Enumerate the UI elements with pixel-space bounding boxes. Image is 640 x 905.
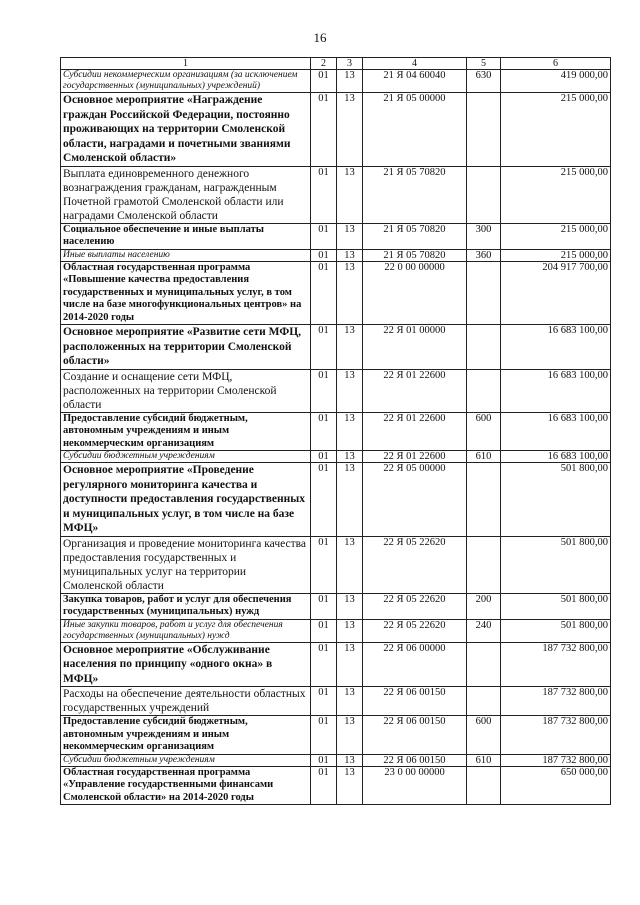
row-subsection-cell: 13 — [337, 70, 363, 93]
table-row — [61, 412, 611, 451]
row-expense-type-cell — [467, 687, 501, 716]
table-row — [61, 619, 611, 642]
header-cell-expense-type: 5 — [467, 58, 501, 70]
row-expense-type-cell: 200 — [467, 593, 501, 619]
row-subsection-cell: 13 — [337, 619, 363, 642]
table-row — [61, 766, 611, 805]
header-cell-name: 1 — [61, 58, 311, 70]
row-subsection-cell: 13 — [337, 249, 363, 261]
table-row — [61, 754, 611, 766]
row-target-code-cell: 22 Я 01 00000 — [363, 325, 467, 370]
row-expense-type-cell — [467, 261, 501, 325]
row-amount-cell: 215 000,00 — [501, 166, 611, 223]
row-target-code-cell: 22 Я 01 22600 — [363, 412, 467, 451]
table-row — [61, 223, 611, 249]
row-amount-cell: 187 732 800,00 — [501, 642, 611, 687]
row-name-cell: Предоставление субсидий бюджетным, автономным учреждениям и иным некоммерческим организациям — [61, 716, 311, 755]
row-amount-cell: 187 732 800,00 — [501, 716, 611, 755]
row-subsection-cell: 13 — [337, 166, 363, 223]
row-subsection-cell: 13 — [337, 463, 363, 537]
row-subsection-cell: 13 — [337, 593, 363, 619]
row-amount-cell: 16 683 100,00 — [501, 369, 611, 412]
row-amount-cell: 204 917 700,00 — [501, 261, 611, 325]
row-name-cell: Расходы на обеспечение деятельности областных государственных учреждений — [61, 687, 311, 716]
row-name-cell: Областная государственная программа «Повышение качества предоставления государственных и муниципальных услуг, в том числе на базе многофункциональных центров» на 2014-2020 годы — [61, 261, 311, 325]
row-section-cell: 01 — [311, 766, 337, 805]
row-name-cell: Субсидии бюджетным учреждениям — [61, 754, 311, 766]
row-section-cell: 01 — [311, 642, 337, 687]
row-section-cell: 01 — [311, 249, 337, 261]
row-subsection-cell: 13 — [337, 754, 363, 766]
table-row — [61, 93, 611, 167]
row-name-cell: Закупка товаров, работ и услуг для обеспечения государственных (муниципальных) нужд — [61, 593, 311, 619]
row-expense-type-cell: 240 — [467, 619, 501, 642]
row-target-code-cell: 22 Я 05 22620 — [363, 619, 467, 642]
row-target-code-cell: 21 Я 05 70820 — [363, 166, 467, 223]
row-target-code-cell: 21 Я 05 00000 — [363, 93, 467, 167]
row-name-cell: Основное мероприятие «Развитие сети МФЦ, расположенных на территории Смоленской области» — [61, 325, 311, 370]
row-expense-type-cell — [467, 463, 501, 537]
table-row — [61, 463, 611, 537]
row-amount-cell: 16 683 100,00 — [501, 325, 611, 370]
row-amount-cell: 501 800,00 — [501, 593, 611, 619]
row-subsection-cell: 13 — [337, 369, 363, 412]
table-row — [61, 325, 611, 370]
row-section-cell: 01 — [311, 70, 337, 93]
row-expense-type-cell: 300 — [467, 223, 501, 249]
row-amount-cell: 187 732 800,00 — [501, 754, 611, 766]
row-name-cell: Иные выплаты населению — [61, 249, 311, 261]
row-name-cell: Иные закупки товаров, работ и услуг для обеспечения государственных (муниципальных) нужд — [61, 619, 311, 642]
row-expense-type-cell — [467, 166, 501, 223]
row-expense-type-cell: 610 — [467, 451, 501, 463]
table-row — [61, 70, 611, 93]
header-cell-amount: 6 — [501, 58, 611, 70]
row-target-code-cell: 22 Я 06 00150 — [363, 754, 467, 766]
header-cell-subsection: 3 — [337, 58, 363, 70]
row-section-cell: 01 — [311, 619, 337, 642]
row-name-cell: Организация и проведение мониторинга качества предоставления государственных и муниципальных услуг на территории Смоленской области — [61, 536, 311, 593]
row-section-cell: 01 — [311, 166, 337, 223]
row-subsection-cell: 13 — [337, 93, 363, 167]
row-target-code-cell: 22 Я 06 00150 — [363, 687, 467, 716]
row-subsection-cell: 13 — [337, 325, 363, 370]
table-row — [61, 369, 611, 412]
row-expense-type-cell — [467, 536, 501, 593]
row-name-cell: Основное мероприятие «Награждение граждан Российской Федерации, постоянно проживающих на территории Смоленской области, наградами и почетными званиями Смоленской области» — [61, 93, 311, 167]
row-expense-type-cell: 610 — [467, 754, 501, 766]
row-subsection-cell: 13 — [337, 223, 363, 249]
budget-table — [60, 57, 611, 805]
row-amount-cell: 501 800,00 — [501, 536, 611, 593]
row-target-code-cell: 22 Я 05 22620 — [363, 593, 467, 619]
row-section-cell: 01 — [311, 325, 337, 370]
row-expense-type-cell — [467, 766, 501, 805]
row-target-code-cell: 21 Я 05 70820 — [363, 249, 467, 261]
row-amount-cell: 501 800,00 — [501, 619, 611, 642]
row-section-cell: 01 — [311, 451, 337, 463]
row-section-cell: 01 — [311, 754, 337, 766]
table-row — [61, 716, 611, 755]
row-section-cell: 01 — [311, 261, 337, 325]
row-amount-cell: 16 683 100,00 — [501, 412, 611, 451]
row-expense-type-cell — [467, 93, 501, 167]
table-row — [61, 642, 611, 687]
row-name-cell: Субсидии некоммерческим организациям (за исключением государственных (муниципальных) учреждений) — [61, 70, 311, 93]
row-name-cell: Основное мероприятие «Проведение регулярного мониторинга качества и доступности предоставления государственных и муниципальных услуг, в том числе на базе МФЦ» — [61, 463, 311, 537]
row-subsection-cell: 13 — [337, 687, 363, 716]
row-amount-cell: 16 683 100,00 — [501, 451, 611, 463]
row-name-cell: Предоставление субсидий бюджетным, автономным учреждениям и иным некоммерческим организациям — [61, 412, 311, 451]
table-header-row — [61, 58, 611, 70]
row-target-code-cell: 21 Я 05 70820 — [363, 223, 467, 249]
row-name-cell: Выплата единовременного денежного вознаграждения гражданам, награжденным Почетной грамотой Смоленской области или наградами Смоленской области — [61, 166, 311, 223]
row-name-cell: Создание и оснащение сети МФЦ, расположенных на территории Смоленской области — [61, 369, 311, 412]
table-row — [61, 687, 611, 716]
row-target-code-cell: 22 Я 05 22620 — [363, 536, 467, 593]
row-section-cell: 01 — [311, 716, 337, 755]
row-subsection-cell: 13 — [337, 536, 363, 593]
row-expense-type-cell — [467, 325, 501, 370]
row-name-cell: Основное мероприятие «Обслуживание населения по принципу «одного окна» в МФЦ» — [61, 642, 311, 687]
row-subsection-cell: 13 — [337, 766, 363, 805]
row-section-cell: 01 — [311, 223, 337, 249]
row-subsection-cell: 13 — [337, 642, 363, 687]
table-row — [61, 593, 611, 619]
row-target-code-cell: 22 Я 06 00150 — [363, 716, 467, 755]
row-amount-cell: 501 800,00 — [501, 463, 611, 537]
page-number: 16 — [313, 30, 327, 45]
row-section-cell: 01 — [311, 463, 337, 537]
row-subsection-cell: 13 — [337, 412, 363, 451]
row-amount-cell: 419 000,00 — [501, 70, 611, 93]
header-cell-target-code: 4 — [363, 58, 467, 70]
row-expense-type-cell: 630 — [467, 70, 501, 93]
row-subsection-cell: 13 — [337, 716, 363, 755]
table-row — [61, 166, 611, 223]
row-name-cell: Социальное обеспечение и иные выплаты населению — [61, 223, 311, 249]
row-expense-type-cell — [467, 642, 501, 687]
row-section-cell: 01 — [311, 93, 337, 167]
row-section-cell: 01 — [311, 593, 337, 619]
row-amount-cell: 215 000,00 — [501, 93, 611, 167]
row-section-cell: 01 — [311, 687, 337, 716]
table-row — [61, 249, 611, 261]
row-target-code-cell: 22 0 00 00000 — [363, 261, 467, 325]
row-expense-type-cell: 360 — [467, 249, 501, 261]
table-row — [61, 536, 611, 593]
row-expense-type-cell: 600 — [467, 716, 501, 755]
row-section-cell: 01 — [311, 369, 337, 412]
row-name-cell: Областная государственная программа «Управление государственными финансами Смоленской области» на 2014-2020 годы — [61, 766, 311, 805]
row-target-code-cell: 23 0 00 00000 — [363, 766, 467, 805]
row-amount-cell: 650 000,00 — [501, 766, 611, 805]
table-row — [61, 451, 611, 463]
row-subsection-cell: 13 — [337, 261, 363, 325]
row-amount-cell: 187 732 800,00 — [501, 687, 611, 716]
row-target-code-cell: 21 Я 04 60040 — [363, 70, 467, 93]
row-section-cell: 01 — [311, 412, 337, 451]
row-amount-cell: 215 000,00 — [501, 223, 611, 249]
row-subsection-cell: 13 — [337, 451, 363, 463]
row-expense-type-cell — [467, 369, 501, 412]
table-row — [61, 261, 611, 325]
header-cell-section: 2 — [311, 58, 337, 70]
row-target-code-cell: 22 Я 06 00000 — [363, 642, 467, 687]
row-amount-cell: 215 000,00 — [501, 249, 611, 261]
row-expense-type-cell: 600 — [467, 412, 501, 451]
row-name-cell: Субсидии бюджетным учреждениям — [61, 451, 311, 463]
row-target-code-cell: 22 Я 05 00000 — [363, 463, 467, 537]
row-section-cell: 01 — [311, 536, 337, 593]
row-target-code-cell: 22 Я 01 22600 — [363, 369, 467, 412]
row-target-code-cell: 22 Я 01 22600 — [363, 451, 467, 463]
